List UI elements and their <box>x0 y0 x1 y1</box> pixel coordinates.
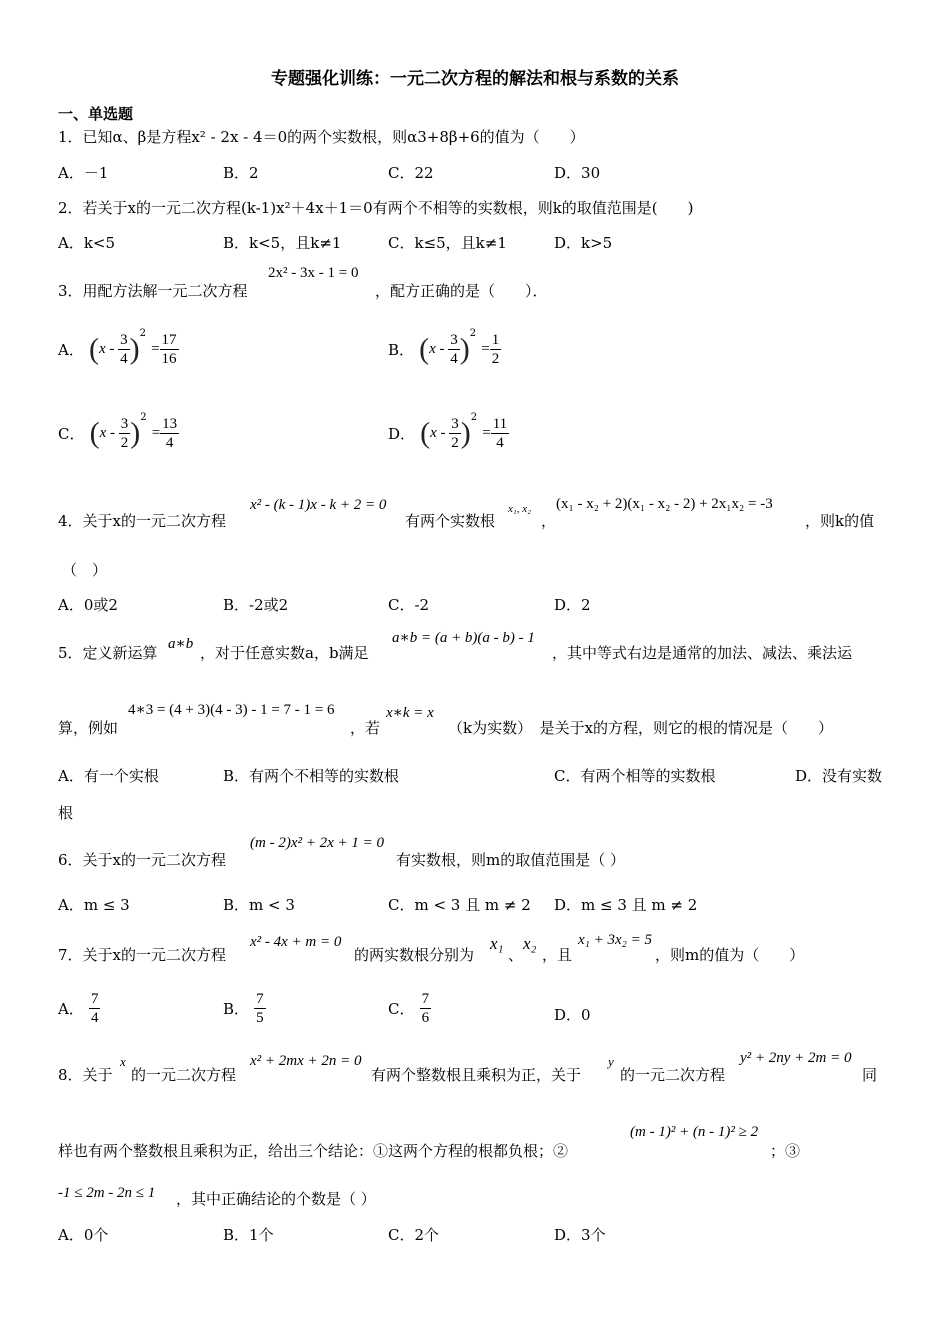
q7-option-label: C． <box>388 1000 415 1018</box>
q6-option-c: C．m < 3 且 m ≠ 2 <box>388 896 531 914</box>
question-8-line3: ，其中正确结论的个数是（ ） <box>176 1190 376 1208</box>
question-7-and: ，且 <box>542 946 573 964</box>
question-8-mid1: 的一元二次方程 <box>131 1066 237 1084</box>
q6-option-b: B．m < 3 <box>223 896 295 914</box>
question-4-roots: x₁, x₂ <box>508 503 531 515</box>
question-5-example: 4∗3 = (4 + 3)(4 - 3) - 1 = 7 - 1 = 6 <box>128 702 335 718</box>
frac-numerator: 7 <box>90 991 99 1007</box>
question-8-equation-1: x² + 2mx + 2n = 0 <box>250 1053 362 1069</box>
q7-option-b <box>223 990 266 1027</box>
question-4-condition: (x₁ - x₂ + 2)(x₁ - x₂ - 2) + 2x₁x₂ = -3 <box>556 496 773 512</box>
q5-option-b: B．有两个不相等的实数根 <box>223 767 400 785</box>
q3-option-label: C． <box>58 425 85 443</box>
question-7-middle: 的两实数根分别为 <box>354 946 475 964</box>
question-4-paren: （ ） <box>62 561 108 579</box>
q3-option-label: A． <box>58 341 84 359</box>
q1-option-d: D．30 <box>554 164 601 182</box>
frac-denominator: 2 <box>451 435 459 451</box>
question-8-mid2: 有两个整数根且乘积为正，关于 <box>371 1066 582 1084</box>
q7-option-label: B． <box>223 1000 250 1018</box>
question-8-var-x: x <box>120 1054 126 1069</box>
question-4-middle: 有两个实数根 <box>405 512 496 530</box>
page-title: 专题强化训练：一元二次方程的解法和根与系数的关系 <box>271 69 679 89</box>
q1-option-c: C．22 <box>388 164 434 182</box>
question-7-equation: x² - 4x + m = 0 <box>250 934 342 950</box>
question-8-mid4: 同 <box>862 1066 878 1084</box>
question-7-suffix: ，则m的值为（ ） <box>655 946 805 964</box>
frac-numerator: 1 <box>491 332 500 348</box>
q6-option-a: A．m ≤ 3 <box>58 896 130 914</box>
question-8-equation-2: y² + 2ny + 2m = 0 <box>740 1050 852 1066</box>
frac-numerator: 7 <box>256 991 264 1007</box>
q1-option-a: A．－1 <box>58 164 109 182</box>
frac-numerator: 13 <box>162 416 178 432</box>
frac-denominator: 6 <box>421 1010 430 1026</box>
q2-option-b: B．k<5，且k≠1 <box>223 234 342 252</box>
frac-denominator: 2 <box>491 351 500 367</box>
question-7-sep: 、 <box>508 946 524 964</box>
q8-option-a: A．0个 <box>58 1226 109 1244</box>
q5-option-d: D．没有实数 <box>795 767 883 785</box>
question-4-suffix: ，则k的值 <box>805 512 875 530</box>
question-2-text: 2．若关于x的一元二次方程(k-1)x²＋4x＋1＝0有两个不相等的实数根，则k的取值范围是( ) <box>58 199 694 217</box>
q7-option-label: A． <box>58 1000 84 1018</box>
question-5-line2-mid: ，若 <box>350 719 381 737</box>
question-7-prefix: 7．关于x的一元二次方程 <box>58 946 227 964</box>
q3-option-label: D． <box>388 425 416 443</box>
question-3-equation: 2x² - 3x - 1 = 0 <box>268 265 359 281</box>
frac-denominator: 4 <box>496 435 504 451</box>
q5-option-c: C．有两个相等的实数根 <box>554 767 716 785</box>
q2-option-c: C．k≤5，且k≠1 <box>388 234 507 252</box>
question-5-line2-prefix: 算，例如 <box>58 719 119 737</box>
question-5-line2-suffix: （k为实数） 是关于x的方程，则它的根的情况是（ ） <box>448 719 834 737</box>
frac-numerator: 3 <box>451 416 459 432</box>
frac-numerator: 3 <box>120 332 128 348</box>
q6-option-d: D．m ≤ 3 且 m ≠ 2 <box>554 896 698 914</box>
frac-denominator: 4 <box>120 351 128 367</box>
question-8-line2-end: ；③ <box>770 1142 801 1160</box>
q4-option-d: D．2 <box>554 596 591 614</box>
frac-numerator: 7 <box>421 991 430 1007</box>
question-8-prefix: 8．关于 <box>58 1066 113 1084</box>
q2-option-a: A．k<5 <box>58 234 116 252</box>
q7-option-a <box>58 990 100 1027</box>
frac-denominator: 4 <box>90 1010 99 1026</box>
q1-option-b: B．2 <box>223 164 259 182</box>
question-3-prefix: 3．用配方法解一元二次方程 <box>58 282 248 300</box>
question-8-var-y: y <box>608 1054 614 1069</box>
question-4-prefix: 4．关于x的一元二次方程 <box>58 512 227 530</box>
frac-denominator: 5 <box>256 1010 264 1026</box>
q4-option-c: C．-2 <box>388 596 430 614</box>
q4-option-b: B．-2或2 <box>223 596 289 614</box>
q5-option-a: A．有一个实根 <box>58 767 159 785</box>
frac-denominator: 4 <box>450 351 458 367</box>
question-4-equation: x² - (k - 1)x - k + 2 = 0 <box>250 497 387 513</box>
question-1-text: 1．已知α、β是方程x² - 2x - 4＝0的两个实数根，则α3+8β+6的值为（ ） <box>58 128 585 146</box>
question-8-mid3: 的一元二次方程 <box>620 1066 726 1084</box>
question-6-equation: (m - 2)x² + 2x + 1 = 0 <box>250 835 384 851</box>
q2-option-d: D．k>5 <box>554 234 613 252</box>
question-5-op: a∗b <box>168 636 194 652</box>
question-5-suffix: ，其中等式右边是通常的加法、减法、乘法运 <box>552 644 853 662</box>
frac-denominator: 4 <box>165 435 174 451</box>
q5-option-d-wrap: 根 <box>58 804 74 822</box>
comma: ， <box>541 512 557 530</box>
question-7-root1: x₁ <box>490 934 504 953</box>
question-8-conclusion-2: (m - 1)² + (n - 1)² ≥ 2 <box>630 1124 759 1140</box>
question-8-line2: 样也有两个整数根且乘积为正，给出三个结论：①这两个方程的根都负根；② <box>58 1142 569 1160</box>
question-5-definition: a∗b = (a + b)(a - b) - 1 <box>392 630 535 646</box>
q4-option-a: A．0或2 <box>58 596 118 614</box>
q3-option-b: B． (x - $\frac{3}{4}$ )$^2$ = $\frac{1}{2}$ <box>388 328 500 367</box>
q8-option-c: C．2个 <box>388 1226 440 1244</box>
q8-option-d: D．3个 <box>554 1226 606 1244</box>
question-5-prefix: 5．定义新运算 <box>58 644 158 662</box>
question-5-middle: ，对于任意实数a，b满足 <box>200 644 369 662</box>
question-7-condition: x₁ + 3x₂ = 5 <box>578 932 652 948</box>
q3-option-label: B． <box>388 341 415 359</box>
q8-option-b: B．1个 <box>223 1226 274 1244</box>
q3-option-a: A． (x - $\frac{3}{4}$ )$^2$ = $\frac{17}{16}$ <box>58 328 177 367</box>
q7-option-c <box>388 990 431 1027</box>
question-8-conclusion-3: -1 ≤ 2m - 2n ≤ 1 <box>58 1185 156 1201</box>
q3-option-c: C． (x - $\frac{3}{2}$ )$^2$ = $\frac{13}{4}$ <box>58 412 178 451</box>
question-6-prefix: 6．关于x的一元二次方程 <box>58 851 227 869</box>
section-heading: 一、单选题 <box>58 105 134 123</box>
frac-denominator: 16 <box>161 351 177 367</box>
question-3-suffix: ，配方正确的是（ ）． <box>375 282 548 300</box>
question-5-equation: x∗k = x <box>386 705 434 721</box>
frac-denominator: 2 <box>120 435 129 451</box>
question-6-suffix: 有实数根，则m的取值范围是（ ） <box>396 851 625 869</box>
q7-option-d: D．0 <box>554 1006 591 1024</box>
frac-numerator: 11 <box>492 416 508 432</box>
frac-numerator: 3 <box>120 416 129 432</box>
q3-option-d: D． (x - $\frac{3}{2}$ )$^2$ = $\frac{11}{4}$ <box>388 412 508 451</box>
question-7-root2: x₂ <box>523 934 537 953</box>
frac-numerator: 3 <box>450 332 458 348</box>
frac-numerator: 17 <box>161 332 177 348</box>
